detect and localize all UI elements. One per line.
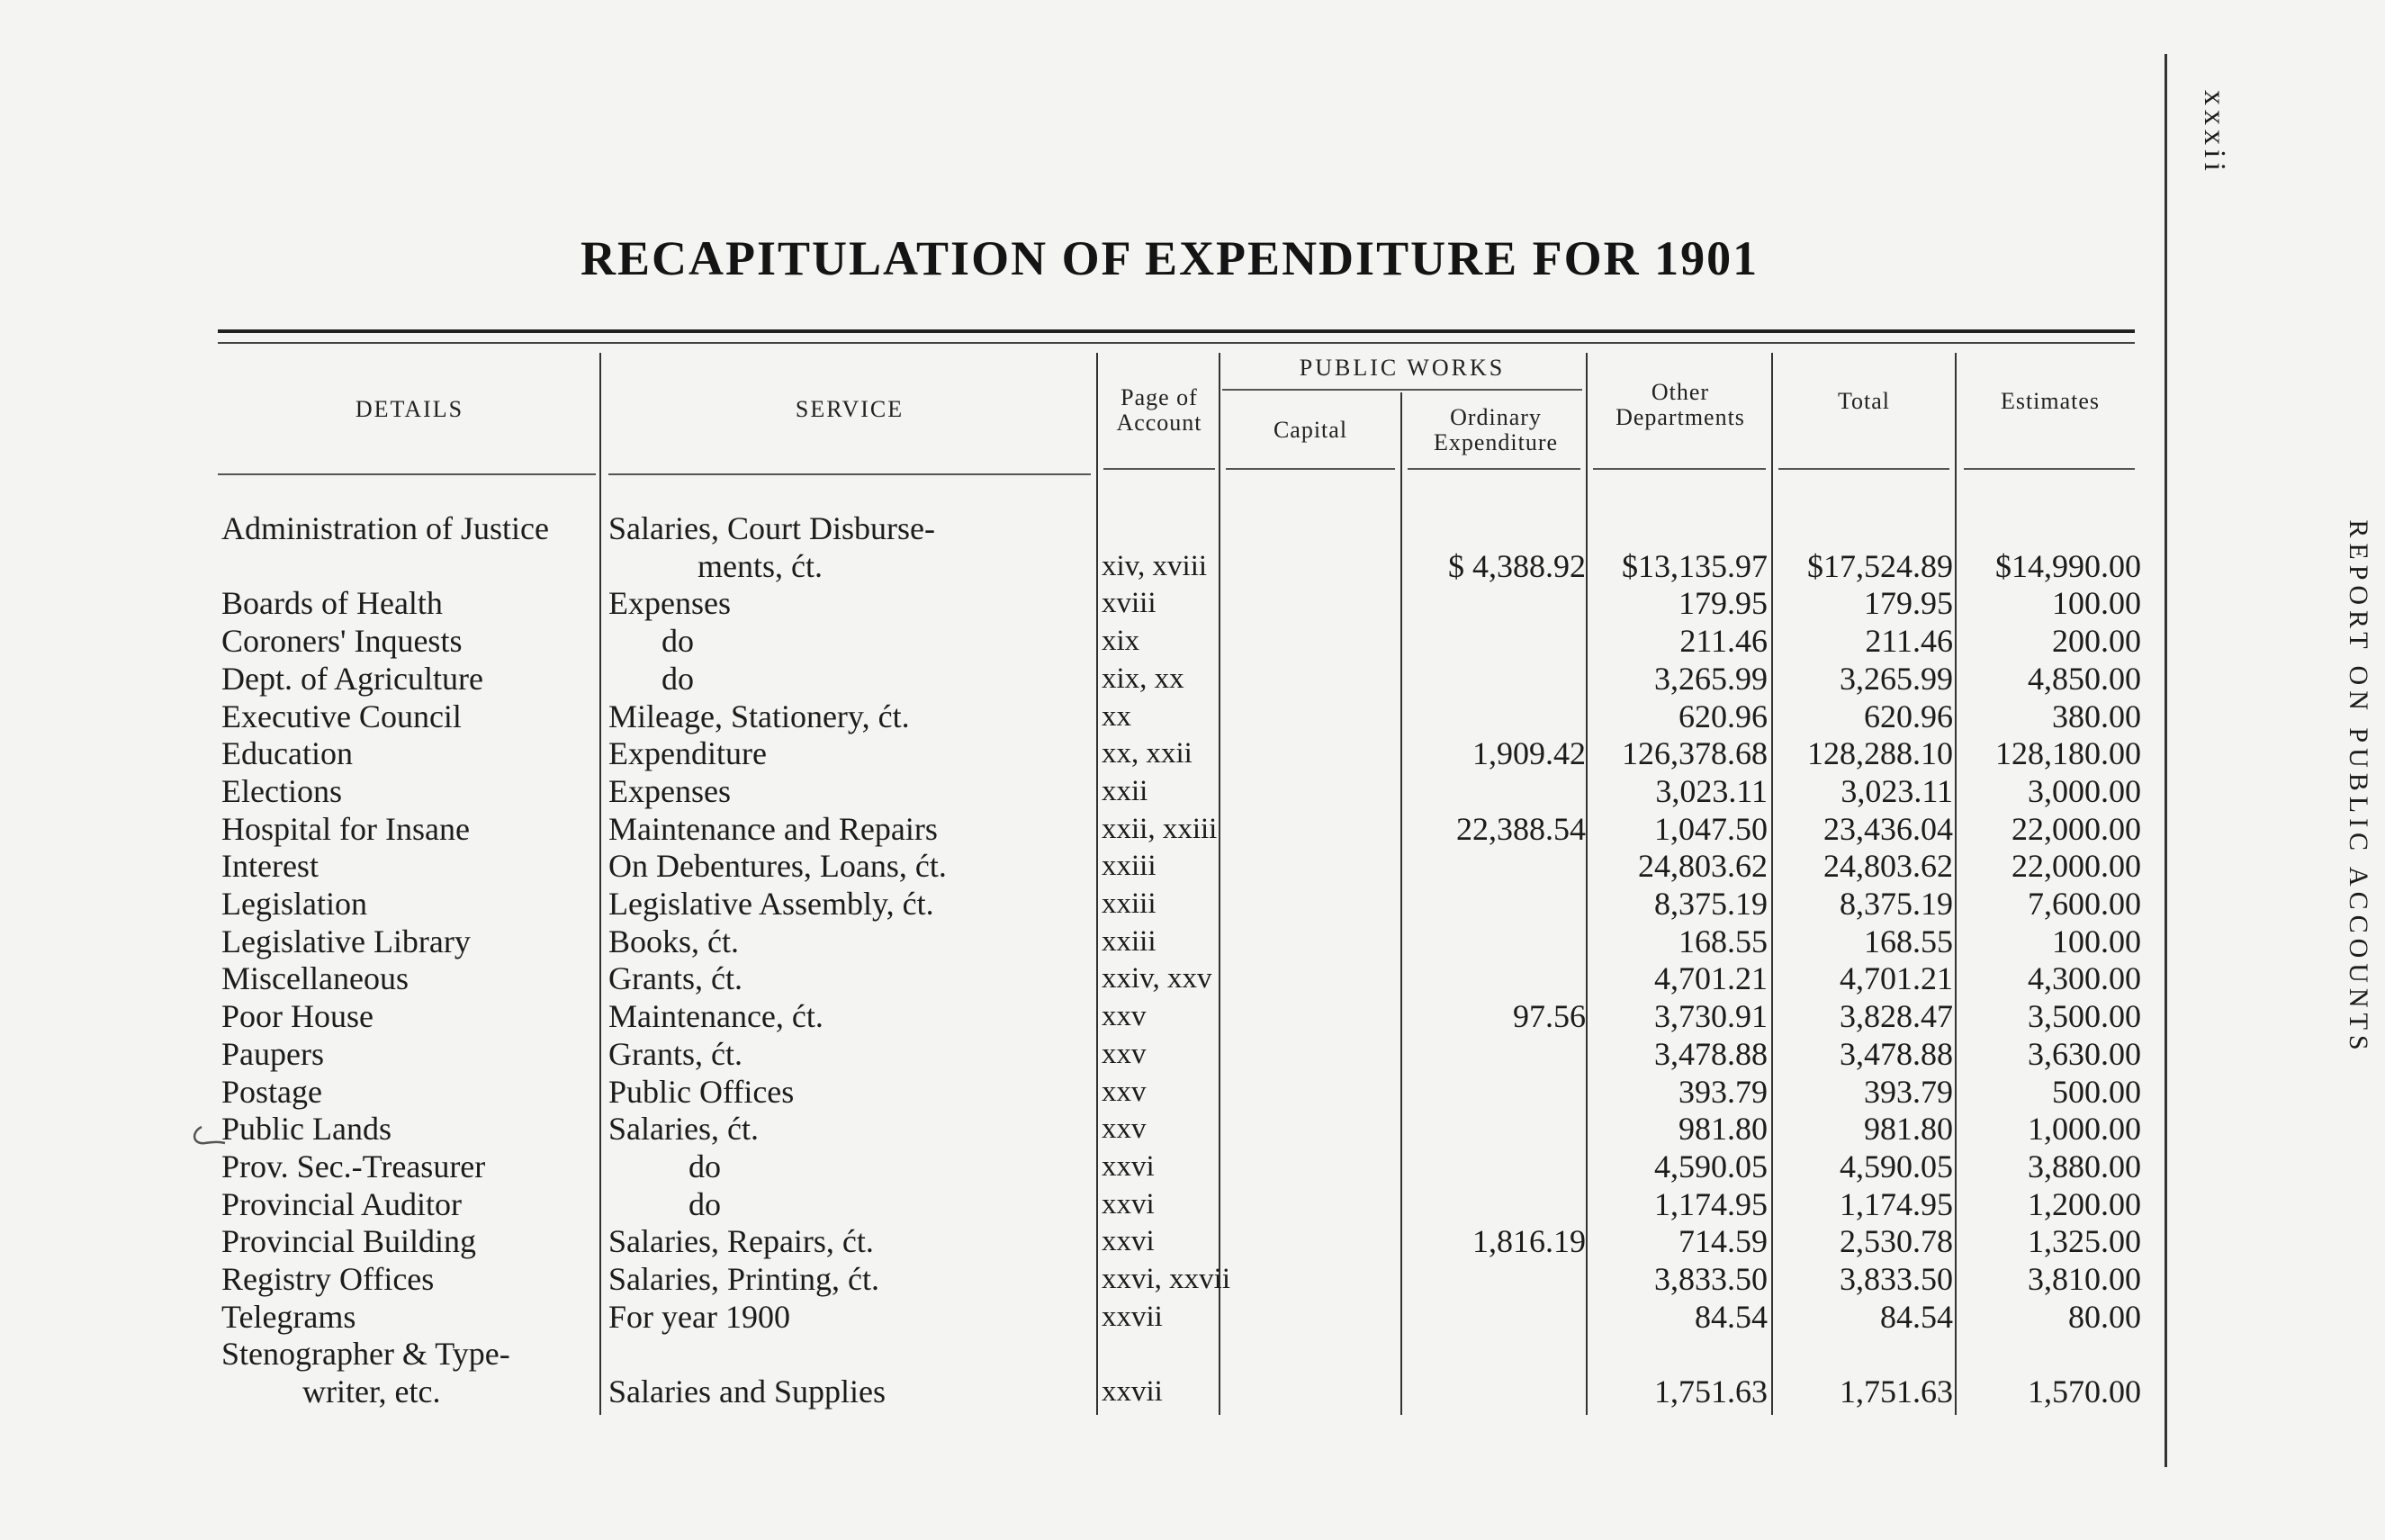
other-departments-cell: 3,730.91	[1654, 998, 1768, 1035]
header-capital: Capital	[1273, 417, 1348, 443]
estimates-cell: 128,180.00	[1995, 735, 2141, 772]
ordinary-expenditure-cell	[1406, 660, 1586, 698]
estimates-cell: 22,000.00	[2012, 848, 2141, 885]
table-row	[0, 1260, 2306, 1298]
detail-cell: Paupers	[221, 1035, 324, 1072]
estimates-cell: 4,300.00	[2028, 960, 2141, 997]
table-row	[0, 698, 2306, 735]
capital-cell	[1224, 734, 1377, 772]
table-row	[0, 959, 2306, 997]
capital-cell	[1224, 1373, 1377, 1410]
estimates-cell: 80.00	[2068, 1298, 2141, 1335]
other-departments-cell: 3,023.11	[1655, 772, 1768, 809]
estimates-cell: $14,990.00	[1995, 547, 2141, 584]
table-row	[0, 1035, 2306, 1073]
capital-cell	[1224, 1298, 1377, 1336]
page-of-account-cell: xxii, xxiii	[1102, 812, 1218, 845]
service-cell: Legislative Assembly, ćt.	[608, 886, 934, 922]
service-cell: Expenditure	[608, 735, 767, 772]
other-departments-cell	[1589, 509, 1768, 547]
service-cell: Books, ćt.	[608, 923, 740, 959]
total-cell: 620.96	[1864, 698, 1953, 734]
table-row	[0, 584, 2306, 622]
page-of-account-cell: xxvii	[1102, 1300, 1163, 1333]
detail-cell: Boards of Health	[221, 585, 443, 622]
estimates-cell: 3,000.00	[2028, 772, 2141, 809]
service-cell: do	[662, 660, 694, 697]
header-page-of-account: Page of Account	[1116, 384, 1202, 436]
capital-cell	[1224, 1185, 1377, 1223]
capital-cell	[1224, 1073, 1377, 1111]
header-underline	[1964, 468, 2135, 470]
estimates-cell	[1958, 1335, 2141, 1373]
ordinary-expenditure-cell	[1406, 959, 1586, 997]
page-of-account-cell: xix	[1102, 625, 1140, 658]
capital-cell	[1224, 997, 1377, 1035]
capital-cell	[1224, 1148, 1377, 1185]
capital-cell	[1224, 1110, 1377, 1148]
total-cell: 2,530.78	[1840, 1223, 1953, 1260]
service-cell: ments, ćt.	[698, 547, 823, 584]
estimates-cell: 22,000.00	[2012, 810, 2141, 847]
estimates-cell: 100.00	[2052, 585, 2141, 622]
page-of-account-cell: xix, xx	[1102, 662, 1184, 695]
table-row	[0, 1373, 2306, 1410]
other-departments-cell: 4,701.21	[1654, 960, 1768, 997]
header-details: DETAILS	[355, 396, 464, 422]
other-departments-cell: 1,751.63	[1654, 1373, 1768, 1410]
header-public-works: PUBLIC WORKS	[1299, 355, 1506, 381]
ordinary-expenditure-cell: 22,388.54	[1456, 810, 1586, 847]
ordinary-expenditure-cell	[1406, 1110, 1586, 1148]
capital-cell	[1224, 1335, 1377, 1373]
page-of-account-cell: xxii	[1102, 774, 1148, 807]
total-cell: 3,833.50	[1840, 1261, 1953, 1297]
table-row	[0, 1185, 2306, 1223]
ordinary-expenditure-cell	[1406, 509, 1586, 547]
estimates-cell: 1,000.00	[2028, 1111, 2141, 1148]
table-row	[0, 847, 2306, 885]
detail-cell: Postage	[221, 1073, 322, 1110]
page-of-account-cell: xxvi	[1102, 1149, 1155, 1183]
detail-cell: Legislative Library	[221, 923, 471, 959]
page-of-account-cell: xxvi	[1102, 1187, 1155, 1220]
ordinary-expenditure-cell	[1406, 772, 1586, 810]
ordinary-expenditure-cell	[1406, 1073, 1586, 1111]
service-cell: do	[688, 1185, 721, 1222]
capital-cell	[1224, 885, 1377, 923]
other-departments-cell: 393.79	[1678, 1073, 1768, 1110]
page-title: RECAPITULATION OF EXPENDITURE FOR 1901	[580, 231, 1760, 285]
other-departments-cell: 1,174.95	[1654, 1185, 1768, 1222]
total-cell	[1773, 509, 1953, 547]
total-cell	[1773, 1335, 1953, 1373]
table-row	[0, 810, 2306, 848]
estimates-cell: 3,810.00	[2028, 1261, 2141, 1297]
detail-cell: Coroners' Inquests	[221, 623, 463, 660]
page-of-account-cell: xx	[1102, 699, 1131, 733]
estimates-cell: 500.00	[2052, 1073, 2141, 1110]
total-cell: 211.46	[1865, 623, 1953, 660]
header-estimates: Estimates	[2000, 388, 2101, 414]
header-underline	[1408, 468, 1580, 470]
ordinary-expenditure-cell	[1406, 698, 1586, 735]
capital-cell	[1224, 959, 1377, 997]
header-total: Total	[1837, 388, 1891, 414]
ordinary-expenditure-cell	[1406, 1298, 1586, 1336]
detail-cell: Education	[221, 735, 353, 772]
header-underline	[1226, 468, 1395, 470]
estimates-cell: 3,880.00	[2028, 1148, 2141, 1184]
capital-cell	[1224, 772, 1377, 810]
other-departments-cell: 3,265.99	[1654, 660, 1768, 697]
other-departments-cell: 3,478.88	[1654, 1035, 1768, 1072]
other-departments-cell: 179.95	[1678, 585, 1768, 622]
service-cell: For year 1900	[608, 1298, 790, 1335]
detail-cell: Legislation	[221, 886, 367, 922]
page-of-account-cell: xiv, xviii	[1102, 549, 1208, 582]
page-of-account-cell: xx, xxii	[1102, 737, 1192, 770]
detail-cell: Executive Council	[221, 698, 462, 734]
total-cell: 3,828.47	[1840, 998, 1953, 1035]
other-departments-cell: 3,833.50	[1654, 1261, 1768, 1297]
total-cell: 168.55	[1864, 923, 1953, 959]
total-cell: 4,701.21	[1840, 960, 1953, 997]
header-underline	[1593, 468, 1766, 470]
capital-cell	[1224, 622, 1377, 660]
header-underline	[218, 473, 596, 475]
table-row	[0, 622, 2306, 660]
detail-cell: Provincial Building	[221, 1223, 476, 1260]
page-of-account-cell: xxiii	[1102, 887, 1156, 920]
page-of-account-cell: xxvi	[1102, 1225, 1155, 1258]
header-underline	[1778, 468, 1949, 470]
estimates-cell: 1,325.00	[2028, 1223, 2141, 1260]
page-of-account-cell: xxv	[1102, 1075, 1147, 1108]
ordinary-expenditure-cell	[1406, 1035, 1586, 1073]
detail-cell: Interest	[221, 848, 319, 885]
table-row	[0, 1148, 2306, 1185]
table-row	[0, 1298, 2306, 1336]
table-row	[0, 772, 2306, 810]
other-departments-cell: 24,803.62	[1638, 848, 1768, 885]
table-row	[0, 923, 2306, 960]
page-of-account-cell: xxv	[1102, 1037, 1147, 1070]
total-cell: 23,436.04	[1823, 810, 1953, 847]
header-underline	[1103, 468, 1215, 470]
service-cell: Expenses	[608, 772, 731, 809]
page-of-account-cell: xxiv, xxv	[1102, 962, 1212, 995]
ordinary-expenditure-cell	[1406, 1373, 1586, 1410]
public-works-underline	[1222, 389, 1582, 391]
other-departments-cell: 168.55	[1678, 923, 1768, 959]
ordinary-expenditure-cell	[1406, 1335, 1586, 1373]
service-cell: Salaries, Printing, ćt.	[608, 1261, 879, 1297]
total-cell: 8,375.19	[1840, 886, 1953, 922]
ordinary-expenditure-cell: $ 4,388.92	[1448, 547, 1586, 584]
page-of-account-cell: xxiii	[1102, 924, 1156, 958]
service-cell: Salaries and Supplies	[608, 1373, 886, 1410]
table-row	[0, 660, 2306, 698]
detail-cell: Administration of Justice	[221, 510, 549, 546]
other-departments-cell: 1,047.50	[1654, 810, 1768, 847]
service-cell: Public Offices	[608, 1073, 795, 1110]
table-row	[0, 1222, 2306, 1260]
estimates-cell: 380.00	[2052, 698, 2141, 734]
total-cell: 4,590.05	[1840, 1148, 1953, 1184]
table-row	[0, 734, 2306, 772]
detail-cell: Public Lands	[221, 1111, 392, 1148]
page-of-account-cell: xxv	[1102, 1112, 1147, 1146]
table-row	[0, 885, 2306, 923]
page-of-account-cell: xxv	[1102, 1000, 1147, 1033]
detail-cell: Miscellaneous	[221, 960, 409, 997]
service-cell: Mileage, Stationery, ćt.	[608, 698, 910, 734]
estimates-cell: 3,500.00	[2028, 998, 2141, 1035]
table-row	[0, 997, 2306, 1035]
ordinary-expenditure-cell: 97.56	[1513, 998, 1586, 1035]
ordinary-expenditure-cell	[1406, 885, 1586, 923]
estimates-cell: 200.00	[2052, 623, 2141, 660]
service-cell: Salaries, Repairs, ćt.	[608, 1223, 874, 1260]
header-other-departments: Other Departments	[1616, 379, 1745, 430]
estimates-cell: 1,570.00	[2028, 1373, 2141, 1410]
table-row	[0, 547, 2306, 585]
service-cell: Grants, ćt.	[608, 960, 742, 997]
total-cell: 1,174.95	[1840, 1185, 1953, 1222]
ordinary-expenditure-cell	[1406, 1260, 1586, 1298]
other-departments-cell: 211.46	[1679, 623, 1768, 660]
detail-cell: Elections	[221, 772, 342, 809]
capital-cell	[1224, 923, 1377, 960]
total-cell: 84.54	[1880, 1298, 1953, 1335]
header-underline	[608, 473, 1091, 475]
header-service: SERVICE	[795, 396, 904, 422]
table-top-rule-thick	[218, 329, 2135, 333]
other-departments-cell: $13,135.97	[1622, 547, 1768, 584]
other-departments-cell: 4,590.05	[1654, 1148, 1768, 1184]
service-cell: Maintenance, ćt.	[608, 998, 824, 1035]
page-number: xxxii	[2198, 90, 2231, 176]
ordinary-expenditure-cell	[1406, 1185, 1586, 1223]
ordinary-expenditure-cell: 1,909.42	[1472, 735, 1586, 772]
estimates-cell: 4,850.00	[2028, 660, 2141, 697]
capital-cell	[1224, 1260, 1377, 1298]
table-row	[0, 1335, 2306, 1373]
table-row	[0, 1073, 2306, 1111]
table-row	[0, 1110, 2306, 1148]
ordinary-expenditure-cell	[1406, 1148, 1586, 1185]
pencil-tick-mark	[189, 1123, 225, 1150]
detail-cell: Dept. of Agriculture	[221, 660, 483, 697]
detail-cell: writer, etc.	[302, 1373, 441, 1410]
service-cell: On Debentures, Loans, ćt.	[608, 848, 947, 885]
total-cell: 393.79	[1864, 1073, 1953, 1110]
estimates-cell: 100.00	[2052, 923, 2141, 959]
ordinary-expenditure-cell	[1406, 622, 1586, 660]
ordinary-expenditure-cell: 1,816.19	[1472, 1223, 1586, 1260]
estimates-cell	[1958, 509, 2141, 547]
service-cell: Salaries, ćt.	[608, 1111, 759, 1148]
other-departments-cell: 84.54	[1695, 1298, 1768, 1335]
capital-cell	[1224, 698, 1377, 735]
detail-cell: Stenographer & Type-	[221, 1336, 510, 1373]
total-cell: 1,751.63	[1840, 1373, 1953, 1410]
capital-cell	[1224, 547, 1377, 585]
total-cell: 3,265.99	[1840, 660, 1953, 697]
service-cell: Grants, ćt.	[608, 1035, 742, 1072]
total-cell: 179.95	[1864, 585, 1953, 622]
total-cell: $17,524.89	[1807, 547, 1953, 584]
other-departments-cell: 620.96	[1678, 698, 1768, 734]
ordinary-expenditure-cell	[1406, 847, 1586, 885]
service-cell: do	[688, 1148, 721, 1184]
capital-cell	[1224, 810, 1377, 848]
page-of-account-cell: xxvi, xxvii	[1102, 1263, 1231, 1295]
total-cell: 3,478.88	[1840, 1035, 1953, 1072]
table-top-rule-thin	[218, 342, 2135, 344]
total-cell: 3,023.11	[1840, 772, 1953, 809]
detail-cell: Registry Offices	[221, 1261, 435, 1297]
estimates-cell: 3,630.00	[2028, 1035, 2141, 1072]
detail-cell: Hospital for Insane	[221, 810, 470, 847]
ordinary-expenditure-cell	[1406, 923, 1586, 960]
capital-cell	[1224, 1035, 1377, 1073]
capital-cell	[1224, 847, 1377, 885]
capital-cell	[1224, 584, 1377, 622]
service-cell: do	[662, 623, 694, 660]
other-departments-cell: 981.80	[1678, 1111, 1768, 1148]
total-cell: 981.80	[1864, 1111, 1953, 1148]
service-cell: Salaries, Court Disburse-	[608, 510, 935, 546]
capital-cell	[1224, 660, 1377, 698]
detail-cell: Poor House	[221, 998, 374, 1035]
detail-cell: Telegrams	[221, 1298, 356, 1335]
total-cell: 24,803.62	[1823, 848, 1953, 885]
ordinary-expenditure-cell	[1406, 584, 1586, 622]
table-row	[0, 509, 2306, 547]
estimates-cell: 1,200.00	[2028, 1185, 2141, 1222]
running-title: REPORT ON PUBLIC ACCOUNTS	[2344, 519, 2373, 1056]
estimates-cell: 7,600.00	[2028, 886, 2141, 922]
detail-cell: Provincial Auditor	[221, 1185, 462, 1222]
service-cell: Expenses	[608, 585, 731, 622]
other-departments-cell: 126,378.68	[1622, 735, 1768, 772]
other-departments-cell: 714.59	[1678, 1223, 1768, 1260]
capital-cell	[1224, 1222, 1377, 1260]
total-cell: 128,288.10	[1807, 735, 1953, 772]
other-departments-cell	[1589, 1335, 1768, 1373]
detail-cell: Prov. Sec.-Treasurer	[221, 1148, 486, 1184]
other-departments-cell: 8,375.19	[1654, 886, 1768, 922]
header-ordinary-expenditure: Ordinary Expenditure	[1433, 404, 1559, 455]
service-cell: Maintenance and Repairs	[608, 810, 938, 847]
capital-cell	[1224, 509, 1377, 547]
page-of-account-cell: xxiii	[1102, 850, 1156, 883]
page-of-account-cell: xviii	[1102, 587, 1156, 620]
page-of-account-cell: xxvii	[1102, 1375, 1163, 1409]
